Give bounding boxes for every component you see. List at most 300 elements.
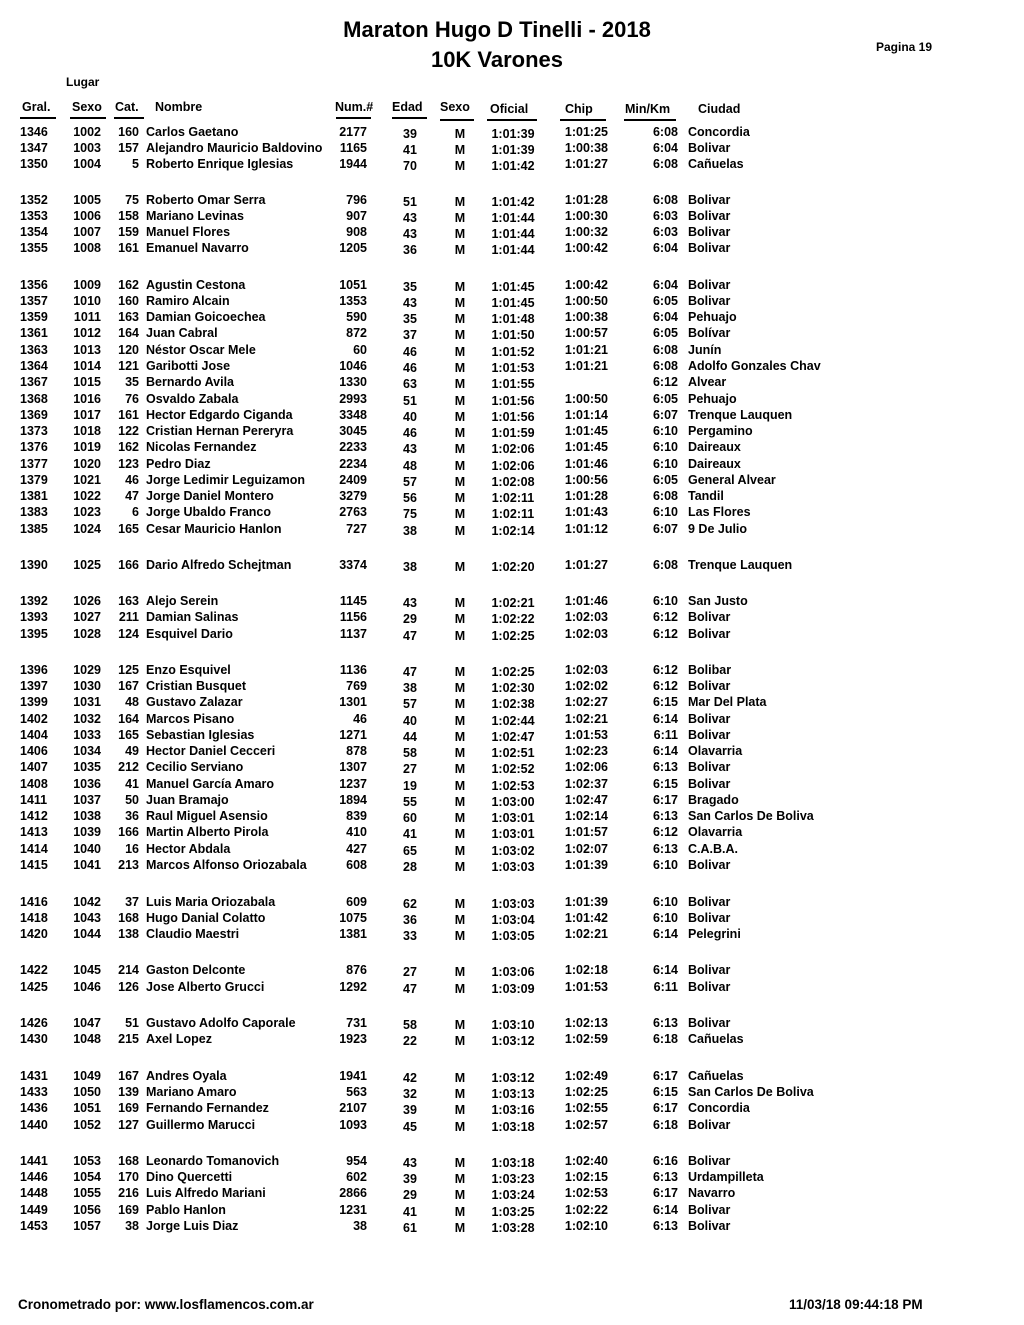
cell-ciudad: Concordia [688,125,750,139]
cell-sexo: M [454,929,466,943]
cell-chip: 1:01:45 [564,424,608,438]
cell-cat: 122 [118,424,139,438]
cell-num: 1301 [339,695,367,709]
cell-edad: 46 [403,361,417,375]
cell-minkm: 6:10 [652,424,678,438]
cell-oficial: 1:03:00 [491,795,535,809]
cell-cat: 38 [125,1219,139,1233]
cell-edad: 47 [403,665,417,679]
cell-gral: 1408 [20,777,48,791]
cell-minkm: 6:08 [652,157,678,171]
cell-chip: 1:02:03 [564,610,608,624]
cell-oficial: 1:03:06 [491,965,535,979]
table-row [0,609,1024,625]
cell-edad: 35 [403,312,417,326]
table-row [0,727,1024,743]
cell-edad: 39 [403,1172,417,1186]
cell-edad: 27 [403,762,417,776]
cell-cat: 37 [125,895,139,909]
cell-gral: 1379 [20,473,48,487]
col-header-minkm: Min/Km [625,102,671,116]
table-row [0,140,1024,156]
col-underline [70,117,106,119]
cell-sexo: M [454,1156,466,1170]
cell-num: 2866 [339,1186,367,1200]
cell-sexo-pos: 1033 [73,728,101,742]
cell-num: 1093 [339,1118,367,1132]
cell-sexo-pos: 1011 [73,310,101,324]
cell-chip: 1:00:38 [564,141,608,155]
cell-num: 839 [346,809,367,823]
cell-chip: 1:01:27 [564,157,608,171]
cell-num: 60 [353,343,367,357]
cell-edad: 55 [403,795,417,809]
cell-num: 876 [346,963,367,977]
cell-cat: 51 [125,1016,139,1030]
cell-oficial: 1:02:44 [491,714,535,728]
cell-cat: 157 [118,141,139,155]
cell-gral: 1352 [20,193,48,207]
cell-minkm: 6:10 [652,594,678,608]
footer-timestamp: 11/03/18 09:44:18 PM [789,1297,923,1312]
cell-sexo: M [454,697,466,711]
cell-num: 1165 [339,141,367,155]
cell-nombre: Damian Salinas [146,610,239,624]
col-underline [114,117,144,119]
cell-nombre: Dario Alfredo Schejtman [146,558,292,572]
cell-num: 2993 [339,392,367,406]
cell-num: 1231 [339,1203,367,1217]
cell-chip: 1:01:28 [564,489,608,503]
cell-minkm: 6:05 [652,392,678,406]
col-underline [336,117,371,119]
cell-sexo: M [454,1188,466,1202]
cell-cat: 168 [118,911,139,925]
cell-sexo-pos: 1025 [73,558,101,572]
cell-edad: 41 [403,827,417,841]
cell-edad: 38 [403,524,417,538]
cell-chip: 1:01:39 [564,858,608,872]
cell-num: 1292 [339,980,367,994]
cell-oficial: 1:03:09 [491,982,535,996]
col-underline [440,119,474,121]
cell-chip: 1:02:23 [564,744,608,758]
cell-sexo-pos: 1013 [73,343,101,357]
cell-oficial: 1:01:56 [491,394,535,408]
cell-chip: 1:01:42 [564,911,608,925]
cell-gral: 1361 [20,326,48,340]
cell-oficial: 1:02:06 [491,442,535,456]
cell-ciudad: Bolivar [688,895,731,909]
cell-sexo-pos: 1014 [73,359,101,373]
cell-cat: 212 [118,760,139,774]
cell-sexo-pos: 1034 [73,744,101,758]
table-row [0,593,1024,609]
cell-edad: 43 [403,227,417,241]
cell-sexo: M [454,394,466,408]
table-row [0,841,1024,857]
cell-sexo: M [454,612,466,626]
cell-chip: 1:02:40 [564,1154,608,1168]
cell-ciudad: Adolfo Gonzales Chav [688,359,821,373]
cell-edad: 41 [403,1205,417,1219]
cell-sexo: M [454,730,466,744]
cell-minkm: 6:10 [652,440,678,454]
cell-ciudad: Concordia [688,1101,750,1115]
cell-sexo: M [454,345,466,359]
cell-cat: 124 [118,627,139,641]
cell-nombre: Cristian Busquet [146,679,247,693]
cell-oficial: 1:02:11 [491,491,535,505]
cell-oficial: 1:01:55 [491,377,535,391]
table-row [0,192,1024,208]
cell-sexo-pos: 1055 [73,1186,101,1200]
cell-sexo-pos: 1042 [73,895,101,909]
cell-sexo: M [454,227,466,241]
cell-num: 410 [346,825,367,839]
cell-gral: 1392 [20,594,48,608]
table-row [0,824,1024,840]
table-row [0,557,1024,573]
cell-edad: 35 [403,280,417,294]
cell-nombre: Ramiro Alcain [146,294,230,308]
cell-edad: 56 [403,491,417,505]
cell-cat: 164 [118,326,139,340]
cell-cat: 50 [125,793,139,807]
cell-minkm: 6:10 [652,505,678,519]
cell-num: 2234 [339,457,367,471]
cell-edad: 29 [403,1188,417,1202]
cell-sexo: M [454,913,466,927]
cell-nombre: Roberto Enrique Iglesias [146,157,294,171]
cell-chip: 1:00:42 [564,241,608,255]
table-row [0,1100,1024,1116]
cell-nombre: Nicolas Fernandez [146,440,257,454]
table-row [0,293,1024,309]
cell-sexo: M [454,827,466,841]
cell-sexo: M [454,1221,466,1235]
cell-num: 872 [346,326,367,340]
cell-edad: 58 [403,1018,417,1032]
cell-oficial: 1:03:13 [491,1087,535,1101]
cell-chip: 1:02:21 [564,712,608,726]
cell-edad: 22 [403,1034,417,1048]
cell-num: 1271 [339,728,367,742]
cell-minkm: 6:05 [652,326,678,340]
cell-nombre: Martin Alberto Pirola [146,825,269,839]
cell-gral: 1440 [20,1118,48,1132]
cell-sexo-pos: 1043 [73,911,101,925]
cell-nombre: Sebastian Iglesias [146,728,255,742]
cell-minkm: 6:13 [652,1219,678,1233]
cell-edad: 63 [403,377,417,391]
cell-nombre: Claudio Maestri [146,927,240,941]
cell-sexo-pos: 1026 [73,594,101,608]
cell-sexo: M [454,762,466,776]
cell-sexo: M [454,681,466,695]
col-header-edad: Edad [392,100,423,114]
cell-ciudad: General Alvear [688,473,776,487]
cell-cat: 36 [125,809,139,823]
cell-nombre: Cristian Hernan Pereryra [146,424,294,438]
cell-cat: 49 [125,744,139,758]
cell-gral: 1363 [20,343,48,357]
cell-ciudad: Urdampilleta [688,1170,764,1184]
cell-sexo-pos: 1032 [73,712,101,726]
page-title: Maraton Hugo D Tinelli - 2018 [343,17,651,42]
cell-nombre: Jorge Ledimir Leguizamon [146,473,306,487]
cell-edad: 61 [403,1221,417,1235]
cell-nombre: Hector Edgardo Ciganda [146,408,293,422]
cell-edad: 40 [403,410,417,424]
cell-num: 3374 [339,558,367,572]
cell-ciudad: Bolivar [688,911,731,925]
cell-gral: 1357 [20,294,48,308]
cell-cat: 16 [125,842,139,856]
cell-minkm: 6:07 [652,522,678,536]
cell-ciudad: 9 De Julio [688,522,748,536]
cell-gral: 1449 [20,1203,48,1217]
cell-chip: 1:01:46 [564,457,608,471]
cell-nombre: Jorge Luis Diaz [146,1219,239,1233]
cell-nombre: Hugo Danial Colatto [146,911,266,925]
cell-num: 796 [346,193,367,207]
cell-gral: 1441 [20,1154,48,1168]
cell-oficial: 1:02:52 [491,762,535,776]
cell-nombre: Hector Daniel Cecceri [146,744,276,758]
table-row [0,1202,1024,1218]
cell-cat: 5 [132,157,139,171]
cell-cat: 165 [118,728,139,742]
cell-oficial: 1:02:47 [491,730,535,744]
cell-chip: 1:02:07 [564,842,608,856]
table-row [0,504,1024,520]
cell-sexo-pos: 1047 [73,1016,101,1030]
cell-minkm: 6:14 [652,963,678,977]
table-row [0,1185,1024,1201]
cell-ciudad: Olavarria [688,825,743,839]
cell-ciudad: Bolivar [688,610,731,624]
cell-sexo: M [454,475,466,489]
cell-minkm: 6:10 [652,457,678,471]
cell-oficial: 1:01:42 [491,159,535,173]
cell-minkm: 6:12 [652,627,678,641]
cell-chip: 1:02:18 [564,963,608,977]
cell-sexo: M [454,328,466,342]
table-row [0,456,1024,472]
cell-cat: 35 [125,375,139,389]
cell-sexo: M [454,811,466,825]
cell-sexo: M [454,426,466,440]
cell-nombre: Damian Goicoechea [146,310,266,324]
table-row [0,1218,1024,1234]
cell-ciudad: Bolivar [688,728,731,742]
cell-sexo: M [454,491,466,505]
cell-sexo: M [454,1087,466,1101]
cell-minkm: 6:11 [653,728,678,742]
cell-edad: 43 [403,296,417,310]
cell-ciudad: San Justo [688,594,748,608]
cell-cat: 162 [118,440,139,454]
cell-sexo-pos: 1037 [73,793,101,807]
cell-minkm: 6:13 [652,809,678,823]
table-row [0,1068,1024,1084]
cell-ciudad: Pehuajo [688,310,737,324]
cell-ciudad: Bolivar [688,278,731,292]
cell-sexo-pos: 1021 [73,473,101,487]
cell-num: 769 [346,679,367,693]
table-row [0,407,1024,423]
cell-nombre: Gaston Delconte [146,963,246,977]
cell-gral: 1422 [20,963,48,977]
cell-edad: 45 [403,1120,417,1134]
cell-gral: 1436 [20,1101,48,1115]
table-row [0,979,1024,995]
cell-num: 1205 [339,241,367,255]
cell-oficial: 1:03:28 [491,1221,535,1235]
table-row [0,309,1024,325]
cell-nombre: Dino Quercetti [146,1170,233,1184]
cell-oficial: 1:02:14 [491,524,535,538]
cell-edad: 27 [403,965,417,979]
table-row [0,277,1024,293]
cell-gral: 1393 [20,610,48,624]
cell-sexo: M [454,982,466,996]
cell-cat: 169 [118,1101,139,1115]
cell-oficial: 1:03:01 [491,811,535,825]
cell-num: 3279 [339,489,367,503]
col-header-oficial: Oficial [490,102,529,116]
cell-nombre: Alejo Serein [146,594,219,608]
cell-sexo-pos: 1056 [73,1203,101,1217]
cell-cat: 213 [118,858,139,872]
cell-minkm: 6:08 [652,558,678,572]
cell-sexo: M [454,560,466,574]
cell-edad: 33 [403,929,417,943]
cell-sexo-pos: 1016 [73,392,101,406]
cell-sexo: M [454,860,466,874]
cell-ciudad: Bolibar [688,663,732,677]
cell-num: 608 [346,858,367,872]
cell-oficial: 1:02:22 [491,612,535,626]
cell-minkm: 6:15 [652,695,678,709]
cell-sexo-pos: 1051 [73,1101,101,1115]
cell-edad: 36 [403,913,417,927]
table-row [0,694,1024,710]
cell-minkm: 6:05 [652,294,678,308]
cell-minkm: 6:18 [652,1118,678,1132]
cell-sexo: M [454,296,466,310]
cell-num: 3348 [339,408,367,422]
cell-ciudad: Bolivar [688,963,731,977]
table-row [0,1031,1024,1047]
cell-chip: 1:01:39 [564,895,608,909]
cell-edad: 57 [403,697,417,711]
cell-num: 2233 [339,440,367,454]
cell-ciudad: Bolivar [688,1016,731,1030]
cell-edad: 46 [403,426,417,440]
table-row [0,240,1024,256]
cell-nombre: Luis Maria Oriozabala [146,895,276,909]
cell-ciudad: Junín [688,343,722,357]
cell-cat: 76 [125,392,139,406]
cell-gral: 1413 [20,825,48,839]
cell-ciudad: Bolivar [688,225,731,239]
cell-chip: 1:02:10 [564,1219,608,1233]
cell-minkm: 6:17 [652,1069,678,1083]
cell-sexo-pos: 1002 [73,125,101,139]
cell-chip: 1:01:25 [564,125,608,139]
table-row [0,910,1024,926]
cell-minkm: 6:14 [652,712,678,726]
cell-nombre: Bernardo Avila [146,375,234,389]
cell-cat: 161 [118,408,139,422]
cell-gral: 1373 [20,424,48,438]
cell-ciudad: Cañuelas [688,1032,744,1046]
cell-cat: 138 [118,927,139,941]
cell-nombre: Raul Miguel Asensio [146,809,268,823]
cell-minkm: 6:16 [652,1154,678,1168]
cell-cat: 6 [132,505,139,519]
cell-chip: 1:02:22 [564,1203,608,1217]
cell-ciudad: Pergamino [688,424,753,438]
cell-minkm: 6:18 [652,1032,678,1046]
cell-gral: 1350 [20,157,48,171]
cell-sexo: M [454,1034,466,1048]
page-subtitle: 10K Varones [430,47,564,72]
cell-cat: 215 [118,1032,139,1046]
cell-sexo-pos: 1008 [73,241,101,255]
cell-nombre: Manuel García Amaro [146,777,275,791]
cell-cat: 167 [118,1069,139,1083]
cell-chip: 1:02:37 [564,777,608,791]
cell-ciudad: Bolivar [688,141,731,155]
cell-edad: 47 [403,982,417,996]
cell-minkm: 6:03 [652,225,678,239]
cell-oficial: 1:03:25 [491,1205,535,1219]
cell-sexo: M [454,897,466,911]
cell-edad: 48 [403,459,417,473]
cell-sexo: M [454,524,466,538]
cell-nombre: Gustavo Adolfo Caporale [146,1016,296,1030]
cell-nombre: Emanuel Navarro [146,241,249,255]
cell-chip: 1:02:06 [564,760,608,774]
cell-sexo: M [454,746,466,760]
cell-sexo-pos: 1006 [73,209,101,223]
cell-oficial: 1:01:39 [491,143,535,157]
cell-gral: 1356 [20,278,48,292]
cell-nombre: Fernando Fernandez [146,1101,269,1115]
cell-sexo-pos: 1017 [73,408,101,422]
col-header-cat: Cat. [115,100,139,114]
cell-num: 731 [346,1016,367,1030]
cell-ciudad: Bolivar [688,627,731,641]
cell-edad: 36 [403,243,417,257]
table-row [0,678,1024,694]
cell-sexo-pos: 1038 [73,809,101,823]
cell-gral: 1411 [20,793,48,807]
cell-cat: 125 [118,663,139,677]
cell-ciudad: Bolivar [688,760,731,774]
cell-gral: 1396 [20,663,48,677]
footer-timing: Cronometrado por: www.losflamencos.com.ar [18,1297,314,1312]
cell-sexo-pos: 1048 [73,1032,101,1046]
cell-minkm: 6:12 [652,610,678,624]
cell-ciudad: Mar Del Plata [688,695,767,709]
cell-gral: 1397 [20,679,48,693]
cell-num: 3045 [339,424,367,438]
cell-minkm: 6:17 [652,793,678,807]
